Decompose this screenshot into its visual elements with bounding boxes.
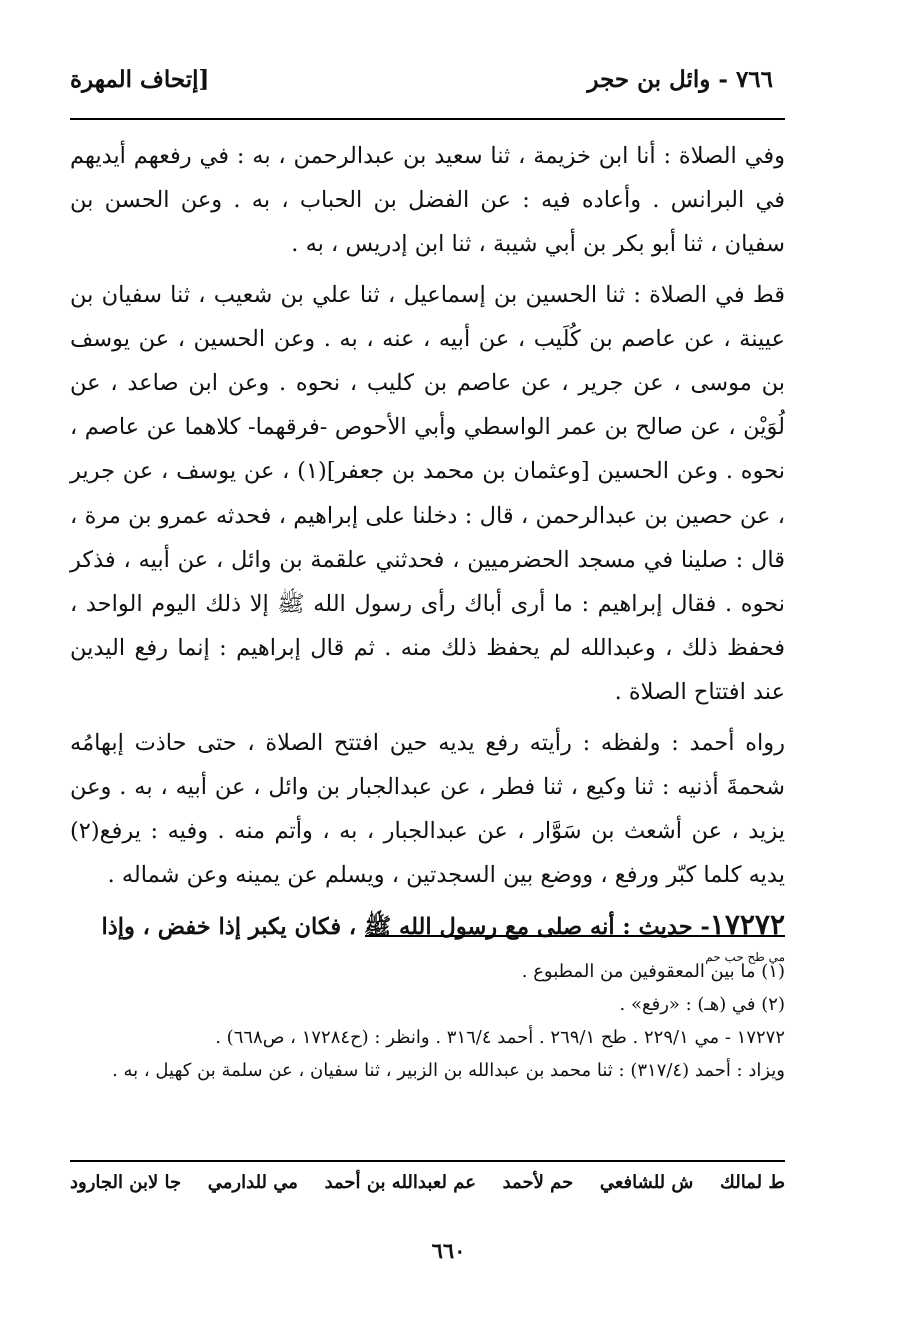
main-text: [70, 134, 785, 964]
key-item: ط لمالك: [720, 1172, 785, 1193]
hadith-text: - حديث : أنه صلى مع رسول الله ﷺ ، فكان يكبر إذا خفض ، وإذا: [101, 914, 710, 941]
paragraph-3: رواه أحمد : ولفظه : رأيته رفع يديه حين افتتح الصلاة ، حتى حاذت إبهامُه شحمةَ أذنيه : ثنا وكيع ، ثنا فطر ، عن عبدالجبار بن وائل ، عن أبيه ، به . وعن يزيد ، عن أشعث بن سَوَّار ، عن عبدالجبار ، به ، وأتم منه . وفيه : يرفع(٢) يديه كلما كبّر ورفع ، ووضع بين السجدتين ، ويسلم عن يمينه وعن شماله .: [70, 729, 785, 889]
footnote-rule: [365, 935, 785, 937]
header-book-title: [إتحاف المهرة: [70, 66, 210, 93]
key-item: جا لابن الجارود: [70, 1172, 182, 1193]
page-number: ٦٦٠: [431, 1238, 466, 1263]
hadith-sigla: مي طح حب حم: [705, 949, 785, 964]
hadith-number: ١٧٢٧٢: [709, 908, 785, 942]
abbreviation-key: [70, 1172, 785, 1193]
footnotes: [70, 955, 785, 1087]
paragraph-1: وفي الصلاة : أنا ابن خزيمة ، ثنا سعيد بن عبدالرحمن ، به : في رفعهم أيديهم في البرانس . وأعاده فيه : عن الفضل بن الحباب ، به . وعن الحسن بن سفيان ، ثنا أبو بكر بن أبي شيبة ، ثنا ابن إدريس ، به .: [70, 143, 785, 258]
footnote-1: (١) ما بين المعقوفين من المطبوع .: [521, 961, 785, 982]
key-item: عم لعبدالله بن أحمد: [324, 1172, 476, 1193]
header-rule: [70, 118, 785, 120]
footnote-3: ١٧٢٧٢ - مي ٢٢٩/١ . طح ٢٦٩/١ . أحمد ٣١٦/٤ . وانظر : (ح١٧٢٨٤ ، ص٦٦٨) .: [215, 1027, 785, 1048]
paragraph-2: قط في الصلاة : ثنا الحسين بن إسماعيل ، ثنا علي بن شعيب ، ثنا سفيان بن عيينة ، عن عاصم بن كُلَيب ، عن أبيه ، عنه ، به . وعن الحسين ، عن يوسف بن موسى ، عن جرير ، عن عاصم بن كليب ، نحوه . وعن ابن صاعد ، عن لُوَيْن ، عن صالح بن عمر الواسطي وأبي الأحوص -فرقهما- كلاهما عن عاصم ، نحوه . وعن الحسين [وعثمان بن محمد بن جعفر](١) ، عن يوسف ، عن جرير ، عن حصين بن عبدالرحمن ، قال : دخلنا على إبراهيم ، فحدثه عمرو بن مرة ، قال : صلينا في مسجد الحضرميين ، فحدثني علقمة بن وائل ، عن أبيه ، فذكر نحوه . فقال إبراهيم : ما أرى أباك رأى رسول الله ﷺ إلا ذلك اليوم الواحد ، فحفظ ذلك ، وعبدالله لم يحفظ ذلك منه . ثم قال إبراهيم : إنما رفع اليدين عند افتتاح الصلاة .: [70, 281, 785, 706]
running-header: [70, 66, 773, 106]
key-item: مي للدارمي: [207, 1172, 298, 1193]
footnote-2: (٢) في (هـ) : «رفع» .: [619, 994, 785, 1015]
footnote-4: ويزاد : أحمد (٣١٧/٤) : ثنا محمد بن عبدالله بن الزبير ، ثنا سفيان ، عن سلمة بن كهيل ، به .: [112, 1060, 785, 1081]
key-rule: [70, 1160, 785, 1162]
key-item: ش للشافعي: [599, 1172, 694, 1193]
key-item: حم لأحمد: [502, 1172, 574, 1193]
header-title: ٧٦٦ - وائل بن حجر: [587, 66, 773, 93]
